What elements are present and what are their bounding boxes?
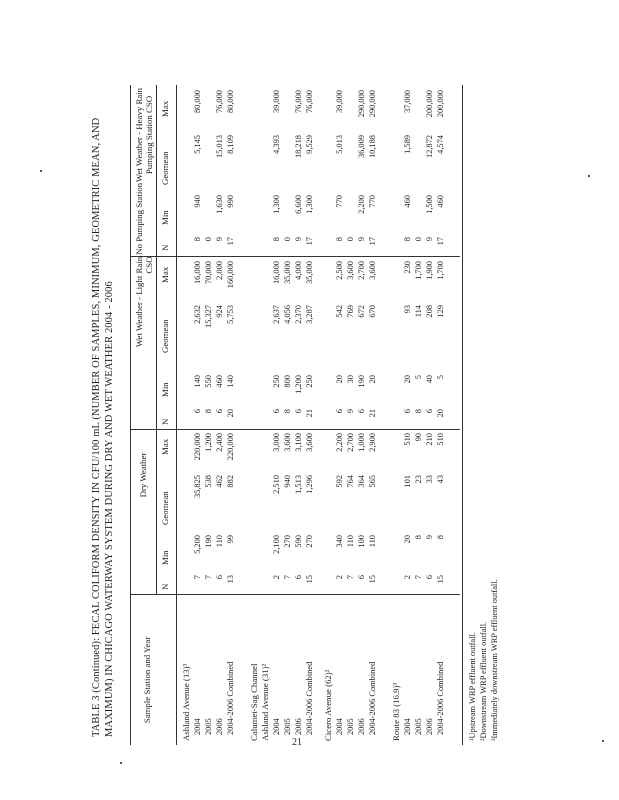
value-cell: 462: [215, 475, 224, 488]
station-title: Ashland Avenue (13)³: [181, 663, 191, 741]
value-cell: 114: [414, 305, 423, 318]
value-cell: 5,013: [335, 135, 344, 154]
row-label: 2004: [193, 718, 202, 735]
row-label: 2004-2006 Combined: [368, 661, 377, 735]
value-cell: 6: [357, 575, 366, 580]
value-cell: 93: [403, 305, 412, 314]
table-row: [436, 85, 448, 745]
value-cell: 160,000: [226, 261, 235, 289]
value-cell: 39,000: [335, 90, 344, 114]
footnote: ²Downstream WRP effluent outfall.: [479, 621, 488, 741]
value-cell: 6: [294, 409, 303, 414]
value-cell: 220,000: [193, 433, 202, 461]
value-cell: 9: [425, 535, 434, 540]
value-cell: 1,900: [425, 261, 434, 280]
footnote: ¹Upstream WRP effluent outfall.: [468, 632, 477, 741]
value-cell: 7: [193, 575, 202, 580]
value-cell: 1,513: [294, 475, 303, 494]
value-cell: 7: [346, 575, 355, 580]
value-cell: 76,000: [215, 90, 224, 114]
heavy-geomean-header: Geomean: [160, 151, 170, 185]
value-cell: 30: [346, 375, 355, 384]
value-cell: 8: [335, 237, 344, 242]
value-cell: 100: [357, 535, 366, 548]
station-subtitle: Ashland Avenue (31)²: [260, 663, 270, 741]
value-cell: 924: [215, 305, 224, 318]
value-cell: 10,188: [368, 135, 377, 159]
value-cell: 882: [226, 475, 235, 488]
table-row: [368, 85, 380, 745]
footnote: ³Immediately downstream WRP effluent outfall.: [490, 579, 499, 741]
header-bottom-rule: [176, 85, 177, 745]
value-cell: 12,872: [425, 135, 434, 159]
value-cell: 2,637: [272, 305, 281, 324]
value-cell: 110: [346, 535, 355, 548]
value-cell: 3,600: [368, 261, 377, 280]
value-cell: 1,296: [305, 475, 314, 494]
value-cell: 6: [215, 575, 224, 580]
value-cell: 15: [368, 575, 377, 584]
value-cell: 7: [204, 575, 213, 580]
value-cell: 0: [414, 237, 423, 242]
row-label: 2005: [346, 718, 355, 735]
value-cell: 6: [272, 409, 281, 414]
value-cell: 3,000: [272, 433, 281, 452]
value-cell: 2,500: [335, 261, 344, 280]
value-cell: 39,000: [272, 90, 281, 114]
value-cell: 3,600: [305, 433, 314, 452]
value-cell: 7: [414, 575, 423, 580]
value-cell: 4,056: [283, 305, 292, 324]
value-cell: 200,000: [425, 90, 434, 118]
value-cell: 35,825: [193, 475, 202, 499]
value-cell: 8: [204, 409, 213, 414]
value-cell: 13: [226, 575, 235, 584]
value-cell: 764: [346, 475, 355, 488]
value-cell: 2,200: [357, 195, 366, 214]
value-cell: 8: [414, 409, 423, 414]
value-cell: 1,589: [403, 135, 412, 154]
value-cell: 5,753: [226, 305, 235, 324]
value-cell: 37,000: [403, 90, 412, 114]
value-cell: 8: [272, 237, 281, 242]
station-title: Route 83 (16.9)³: [391, 682, 401, 741]
value-cell: 17: [368, 237, 377, 246]
value-cell: 20: [226, 409, 235, 418]
row-label: 2004: [403, 718, 412, 735]
table-bottom-rule: [462, 85, 463, 745]
value-cell: 9: [346, 409, 355, 414]
value-cell: 20: [335, 375, 344, 384]
value-cell: 510: [403, 433, 412, 446]
value-cell: 290,000: [368, 90, 377, 118]
row-label: 2005: [283, 718, 292, 735]
value-cell: 1,630: [215, 195, 224, 214]
value-cell: 190: [204, 535, 213, 548]
value-cell: 2,100: [272, 535, 281, 554]
value-cell: 590: [294, 535, 303, 548]
value-cell: 190: [357, 375, 366, 388]
dry-n-header: N: [160, 583, 170, 590]
value-cell: 43: [436, 475, 445, 484]
value-cell: 2,400: [215, 433, 224, 452]
value-cell: 940: [283, 475, 292, 488]
value-cell: 8: [283, 409, 292, 414]
value-cell: 270: [305, 535, 314, 548]
value-cell: 16,000: [193, 261, 202, 285]
value-cell: 6: [357, 409, 366, 414]
value-cell: 21: [305, 409, 314, 418]
value-cell: 4,000: [294, 261, 303, 280]
scan-speck: [40, 170, 42, 172]
value-cell: 6,600: [294, 195, 303, 214]
value-cell: 101: [403, 475, 412, 488]
value-cell: 70,000: [204, 261, 213, 285]
value-cell: 99: [226, 535, 235, 544]
value-cell: 0: [346, 237, 355, 242]
value-cell: 364: [357, 475, 366, 488]
heavy-max-header: Max: [160, 100, 170, 117]
value-cell: 40: [425, 375, 434, 384]
value-cell: 8: [193, 237, 202, 242]
value-cell: 4,574: [436, 135, 445, 154]
value-cell: 4,393: [272, 135, 281, 154]
value-cell: 1,300: [272, 195, 281, 214]
value-cell: 35,000: [305, 261, 314, 285]
heavy-n-header: N: [160, 244, 170, 251]
value-cell: 510: [436, 433, 445, 446]
value-cell: 2,370: [294, 305, 303, 324]
value-cell: 200,000: [436, 90, 445, 118]
row-label: 2004: [335, 718, 344, 735]
value-cell: 460: [436, 195, 445, 208]
wet-light-header: Wet Weather - Light Rain No Pumping Station CSO: [134, 182, 155, 348]
value-cell: 769: [346, 305, 355, 318]
header-top-rule: [130, 85, 131, 745]
value-cell: 129: [436, 305, 445, 318]
value-cell: 35,000: [283, 261, 292, 285]
scan-speck: [588, 175, 590, 177]
value-cell: 2,900: [368, 433, 377, 452]
value-cell: 17: [436, 237, 445, 246]
light-n-header: N: [160, 418, 170, 425]
value-cell: 18,218: [294, 135, 303, 159]
row-label: 2004: [272, 718, 281, 735]
subheader-rule: [156, 85, 157, 595]
value-cell: 140: [193, 375, 202, 388]
rotated-table-page: [90, 85, 520, 745]
value-cell: 15,013: [215, 135, 224, 159]
dry-weather-header: Dry Weather: [138, 452, 148, 498]
value-cell: 17: [305, 237, 314, 246]
value-cell: 23: [414, 475, 423, 484]
value-cell: 3,600: [346, 261, 355, 280]
value-cell: 940: [193, 195, 202, 208]
row-label: 2006: [425, 718, 434, 735]
value-cell: 9,529: [305, 135, 314, 154]
value-cell: 20: [403, 375, 412, 384]
value-cell: 230: [403, 261, 412, 274]
value-cell: 6: [335, 409, 344, 414]
station-header: Sample Station and Year: [142, 636, 152, 724]
dry-geomean-header: Geomean: [160, 491, 170, 525]
value-cell: 670: [368, 305, 377, 318]
page-number: 21: [292, 737, 302, 748]
row-label: 2004-2006 Combined: [226, 661, 235, 735]
value-cell: 15: [436, 575, 445, 584]
row-label: 2006: [357, 718, 366, 735]
value-cell: 2,000: [215, 261, 224, 280]
value-cell: 542: [335, 305, 344, 318]
value-cell: 2,700: [346, 433, 355, 452]
row-label: 2006: [215, 718, 224, 735]
value-cell: 1,700: [414, 261, 423, 280]
value-cell: 250: [272, 375, 281, 388]
value-cell: 1,300: [305, 195, 314, 214]
value-cell: 1,700: [436, 261, 445, 280]
heavy-min-header: Min: [160, 210, 170, 225]
value-cell: 672: [357, 305, 366, 318]
wet-heavy-header: Wet Weather - Heavy Rain Pumping Station CSO: [134, 87, 155, 183]
value-cell: 9: [357, 237, 366, 242]
row-label: 2004-2006 Combined: [436, 661, 445, 735]
value-cell: 140: [226, 375, 235, 388]
value-cell: 76,000: [294, 90, 303, 114]
value-cell: 20: [436, 409, 445, 418]
value-cell: 15,327: [204, 305, 213, 329]
value-cell: 17: [226, 237, 235, 246]
value-cell: 6: [425, 409, 434, 414]
value-cell: 270: [283, 535, 292, 548]
value-cell: 8,109: [226, 135, 235, 154]
value-cell: 9: [425, 237, 434, 242]
value-cell: 565: [368, 475, 377, 488]
value-cell: 110: [368, 535, 377, 548]
value-cell: 8: [403, 237, 412, 242]
value-cell: 9: [215, 237, 224, 242]
value-cell: 36,009: [357, 135, 366, 159]
dry-max-header: Max: [160, 438, 170, 455]
value-cell: 20: [403, 535, 412, 544]
value-cell: 2,700: [357, 261, 366, 280]
value-cell: 6: [215, 409, 224, 414]
table-row: [226, 85, 238, 745]
row-label: 2005: [414, 718, 423, 735]
value-cell: 16,000: [272, 261, 281, 285]
value-cell: 3,100: [294, 433, 303, 452]
value-cell: 250: [305, 375, 314, 388]
value-cell: 2,200: [335, 433, 344, 452]
station-title: Cicero Avenue (62)²: [323, 669, 333, 741]
value-cell: 1,500: [425, 195, 434, 214]
value-cell: 5,200: [193, 535, 202, 554]
value-cell: 6: [294, 575, 303, 580]
value-cell: 800: [283, 375, 292, 388]
value-cell: 6: [193, 409, 202, 414]
value-cell: 5: [414, 375, 423, 380]
value-cell: 90: [414, 433, 423, 442]
value-cell: 33: [425, 475, 434, 484]
value-cell: 76,000: [305, 90, 314, 114]
value-cell: 1,000: [357, 433, 366, 452]
value-cell: 9: [294, 237, 303, 242]
row-label: 2005: [204, 718, 213, 735]
light-geomean-header: Geomean: [160, 319, 170, 353]
value-cell: 7: [283, 575, 292, 580]
value-cell: 20: [368, 375, 377, 384]
value-cell: 2: [403, 575, 412, 580]
row-label: 2004-2006 Combined: [305, 661, 314, 735]
table-caption: TABLE 3 (Continued): FECAL COLIFORM DENSITY IN CFU/100 mL (NUMBER OF SAMPLES, MINIMUM, GEOMETRIC MEAN, AND MAXIMUM) IN CHICAGO WATERWAY SYSTEM DURING DRY AND WET WEATHER 2004 - 2006: [91, 117, 116, 737]
value-cell: 2,632: [193, 305, 202, 324]
scan-speck: [602, 740, 604, 742]
value-cell: 0: [283, 237, 292, 242]
station-title: Calumet-Sag Channel: [249, 663, 259, 741]
value-cell: 15: [305, 575, 314, 584]
value-cell: 3,287: [305, 305, 314, 324]
value-cell: 2,510: [272, 475, 281, 494]
value-cell: 770: [368, 195, 377, 208]
table-row: [305, 85, 317, 745]
light-max-header: Max: [160, 266, 170, 283]
value-cell: 2: [272, 575, 281, 580]
row-label: 2006: [294, 718, 303, 735]
value-cell: 340: [335, 535, 344, 548]
value-cell: 8: [414, 535, 423, 540]
value-cell: 1,200: [294, 375, 303, 394]
value-cell: 5: [436, 375, 445, 380]
light-min-header: Min: [160, 382, 170, 397]
value-cell: 6: [403, 409, 412, 414]
value-cell: 290,000: [357, 90, 366, 118]
value-cell: 592: [335, 475, 344, 488]
value-cell: 990: [226, 195, 235, 208]
value-cell: 770: [335, 195, 344, 208]
scan-speck: [120, 762, 122, 764]
value-cell: 5,145: [193, 135, 202, 154]
value-cell: 21: [368, 409, 377, 418]
value-cell: 210: [425, 433, 434, 446]
value-cell: 110: [215, 535, 224, 548]
value-cell: 460: [215, 375, 224, 388]
value-cell: 208: [425, 305, 434, 318]
value-cell: 550: [204, 375, 213, 388]
value-cell: 3,600: [283, 433, 292, 452]
value-cell: 460: [403, 195, 412, 208]
dry-min-header: Min: [160, 550, 170, 565]
value-cell: 6: [425, 575, 434, 580]
value-cell: 1,200: [204, 433, 213, 452]
value-cell: 0: [204, 237, 213, 242]
value-cell: 8: [436, 535, 445, 540]
value-cell: 538: [204, 475, 213, 488]
value-cell: 80,000: [193, 90, 202, 114]
value-cell: 220,000: [226, 433, 235, 461]
value-cell: 2: [335, 575, 344, 580]
value-cell: 80,000: [226, 90, 235, 114]
